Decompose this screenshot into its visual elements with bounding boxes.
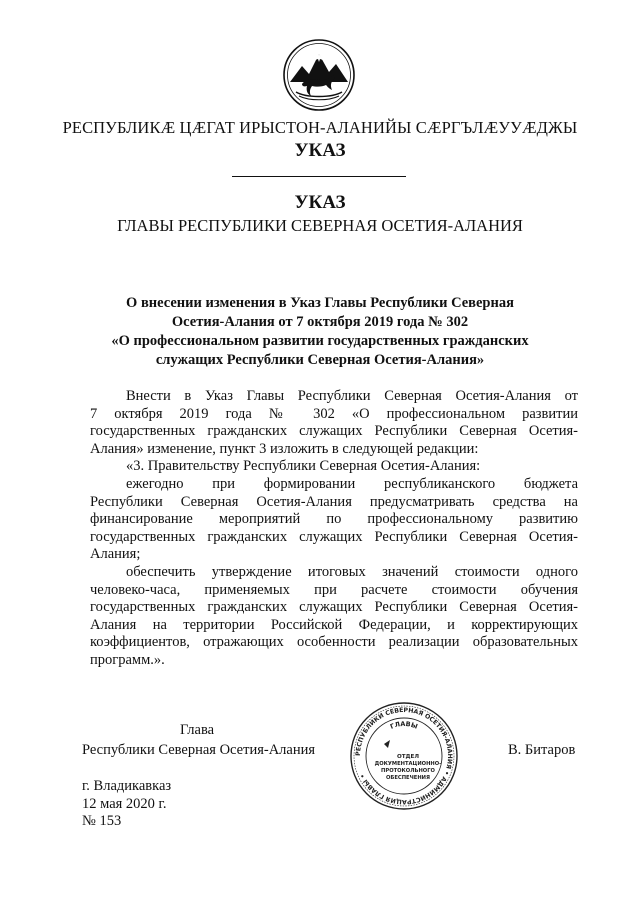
signatory-title: Глава <box>180 722 215 738</box>
body-line: человеко-часа, применяемых при расчете стоимости обучения <box>90 581 578 598</box>
decree-subject <box>100 294 540 370</box>
svg-text:ГЛАВЫ <box>389 720 419 731</box>
official-seal-icon <box>348 700 460 812</box>
signatory-organization: Республики Северная Осетия-Алания <box>82 742 316 758</box>
body-line: ежегодно при формировании республиканского бюджета <box>126 475 578 492</box>
decree-number: № 153 <box>82 813 122 830</box>
body-line: государственных гражданских служащих Республики Северная Осетия- <box>90 599 578 616</box>
seal-ring-text: РЕСПУБЛИКИ СЕВЕРНАЯ ОСЕТИЯ-АЛАНИЯ • АДМИНИСТРАЦИЯ ГЛАВЫ • <box>354 706 454 806</box>
seal-line: ОТДЕЛ <box>396 754 420 760</box>
body-line: Алания» изменение, пункт 3 изложить в следующей редакции: <box>90 440 479 457</box>
seal-inner-top: ГЛАВЫ <box>388 719 419 731</box>
seal-line: ПРОТОКОЛЬНОГО <box>381 768 435 774</box>
body-line: Алания; <box>90 546 141 563</box>
coat-of-arms-emblem-icon <box>282 38 356 112</box>
body-line: обеспечить утверждение итоговых значений стоимости одного <box>126 563 578 580</box>
seal-line: ОБЕСПЕЧЕНИЯ <box>385 775 431 781</box>
place-date-number <box>82 778 171 831</box>
decree-title-ossetian: УКАЗ <box>294 140 346 161</box>
issue-city: г. Владикавказ <box>82 778 172 794</box>
body-line: коэффициентов, отражающих особенности реализации образовательных <box>90 634 578 651</box>
body-line: Внести в Указ Главы Республики Северная Осетия-Алания от <box>126 388 578 404</box>
decree-body <box>90 388 578 670</box>
body-line: «3. Правительству Республики Северная Осетия-Алания: <box>126 458 481 475</box>
subject-line: О внесении изменения в Указ Главы Республики Северная <box>126 295 514 311</box>
body-line: государственных гражданских служащих Республики Северная Осетия- <box>90 423 578 440</box>
header-divider <box>232 176 406 177</box>
body-line: 7 октября 2019 года № 302 «О профессиональном развитии <box>90 405 578 422</box>
body-line: финансирование мероприятий по профессиональному развитию <box>90 511 578 528</box>
subject-line: Осетия-Алания от 7 октября 2019 года № 302 <box>171 314 469 330</box>
seal-line: ДОКУМЕНТАЦИОННО- <box>374 761 442 767</box>
issuer-title: ГЛАВЫ РЕСПУБЛИКИ СЕВЕРНАЯ ОСЕТИЯ-АЛАНИЯ <box>117 216 523 235</box>
body-line: программ.». <box>90 651 165 668</box>
republic-header-ossetian: РЕСПУБЛИКӔ ЦӔГАТ ИРЫСТОН-АЛАНИЙЫ СӔРГЪЛӔУУӔДЖЫ <box>62 118 578 137</box>
subject-line: служащих Республики Северная Осетия-Алания» <box>155 352 485 368</box>
body-line: Республики Северная Осетия-Алания предусматривать средства на <box>90 493 578 510</box>
subject-line: «О профессиональном развитии государственных гражданских <box>111 333 529 349</box>
issue-date: 12 мая 2020 г. <box>82 795 167 812</box>
decree-title: УКАЗ <box>294 192 346 213</box>
signatory-name: В. Битаров <box>508 742 576 758</box>
body-line: Алания на территории Российской Федерации, и корректирующих <box>90 616 578 633</box>
body-line: государственных гражданских служащих Республики Северная Осетия- <box>90 528 578 545</box>
